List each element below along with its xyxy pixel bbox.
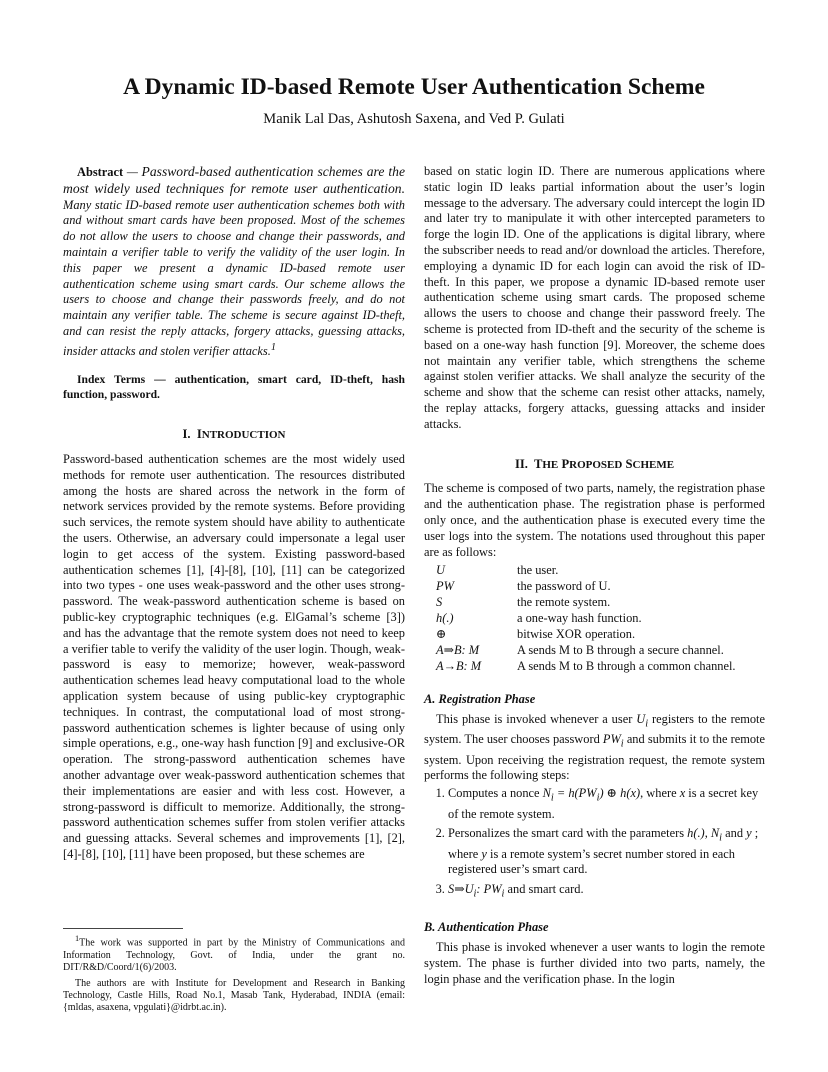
math-subscript: i [719,832,723,844]
notation-row [436,578,736,594]
text-span: and smart card. [507,882,584,897]
notation-description: A sends M to B through a common channel. [517,659,736,674]
text-span: , where [640,786,677,801]
subsection-heading-authentication: B. Authentication Phase [424,920,549,935]
paper-title: A Dynamic ID-based Remote User Authentication Scheme [123,74,705,100]
math-symbol: U [636,712,646,727]
math-subscript: i [645,718,649,730]
section-title-part: ROPOSED [569,458,623,471]
math-symbol: ) ⊕ h(x) [599,786,641,801]
math-subscript: i [501,888,505,900]
section-title-part: T [533,456,543,471]
abstract-dash: — [126,165,138,179]
abstract [63,164,405,360]
notation-description: the password of U. [517,579,611,594]
notation-symbol: A⇒B: M [436,643,480,658]
footnote-affiliation: The authors are with Institute for Development and Research in Banking Technology, Castle Hills, Road No.1, Masab Tank, Hyderabad, INDIA (email: {mldas, asaxena, vpgulati}@idrbt.ac.in). [63,977,405,1014]
text-span: , [704,826,708,841]
left-column [63,164,405,863]
math-subscript: i [473,888,477,900]
notation-symbol: PW [436,579,454,594]
text-span: Computes a nonce [448,786,540,801]
math-symbol: S⇒U [448,882,474,897]
abstract-lead: Password-based authentication schemes are the most widely used techniques for remote user authentication. [63,164,405,196]
math-symbol: x [679,786,686,801]
subsection-heading-registration: A. Registration Phase [424,692,536,707]
right-column [424,164,765,988]
section-heading-proposed-scheme [424,457,765,474]
section-title-part: HE [542,458,559,471]
notation-description: the remote system. [517,595,611,610]
math-symbol: y [481,846,487,861]
notation-row [436,610,736,626]
math-subscript: i [596,792,600,804]
notation-symbol: U [436,563,445,578]
registration-step-3 [448,882,765,902]
introduction-continued: based on static login ID. There are numerous applications where static login ID leaks partial information about the user’s login message to the adversary. The adversary could intercept the login ID and later try to manipulate it with other intercepted parameters to forge the login ID. One of the applications is digital library, where the subscriber needs to read and/or download the articles. Therefore, employing a dynamic ID for each login can avoid the risk of ID-theft. In this paper, we propose a dynamic ID-based remote user authentication scheme using smart cards. The proposed scheme allows the users to choose and change their password freely. The scheme is protected from ID-theft and the security of the scheme is based on a one-way hash function [9]. Moreover, the scheme does not maintain any verifier table, which strengthens the scheme against stolen verifier attacks. We shall analyze the security of the scheme and show that the scheme can resist other attacks, namely, the replay attacks, forgery attacks, guessing attacks and insider attacks. [424,164,765,431]
abstract-body: Many static ID-based remote user authentication schemes both with and without smart cards have been proposed. Most of the schemes do not allow the users to choose and change their passwords, and maintain a verifier table to verify the validity of the user login. In this paper we present a dynamic ID-based remote user authentication scheme using smart cards. Our scheme allows the users to choose and change their passwords freely, and do not maintain any verifier table. The scheme is secure against ID-theft, and can resist the reply attacks, forgery attacks, guessing attacks, insider attacks and stolen verifier attacks. [63,197,405,358]
registration-step-2 [448,826,765,878]
text-span: ; where [448,826,759,861]
proposed-scheme-text: The scheme is composed of two parts, namely, the registration phase and the authentication phase. The registration phase is performed only once, and the authentication phase is executed every time the user logs into the system. The notations used throughout this paper are as follows: [424,481,765,559]
abstract-label: Abstract [77,165,124,179]
text-span: registers to the remote system. The user chooses password [424,712,765,747]
footnote-mark: 1 [75,934,80,943]
footnote-funding-text: The work was supported in part by the Ministry of Communications and Information Technology, Govt. of India, under the grant no. DIT/R&D/Coord/1(6)/2003. [63,937,405,974]
registration-steps [424,786,765,902]
notation-description: a one-way hash function. [517,611,642,626]
registration-intro [424,712,765,784]
math-symbol: = h(PW [556,786,597,801]
text-span: This phase is invoked whenever a user [436,712,633,727]
abstract-footnote-mark: 1 [270,341,277,353]
index-terms: Index Terms — authentication, smart card, ID-theft, hash function, password. [63,372,405,402]
text-span: is a remote system’s secret number stored in each registered user’s smart card. [448,846,735,877]
notation-description: the user. [517,563,559,578]
section-title-initial: I [196,427,202,442]
notation-row [436,626,736,642]
paper-authors: Manik Lal Das, Ashutosh Saxena, and Ved P. Gulati [263,111,565,127]
footnotes [63,928,405,1015]
notation-table [436,562,736,674]
section-number: I. [182,427,191,442]
section-title-part: P [561,456,570,471]
math-symbol: h(.) [687,826,705,841]
section-number: II. [514,456,528,471]
authentication-text: This phase is invoked whenever a user wants to login the remote system. The phase is further divided into two parts, namely, the login phase and the verification phase. In the login [424,940,765,986]
math-subscript: i [620,738,624,750]
footnote-funding [63,933,405,975]
math-subscript: i [550,792,554,804]
notation-row [436,642,736,658]
text-span: is a secret key of the remote system. [448,786,759,821]
math-symbol: y [746,826,752,841]
text-span: and submits it to the remote system. Upon receiving the registration request, the remote system performs the following steps: [424,732,765,783]
text-span: Personalizes the smart card with the parameters [448,826,685,841]
math-symbol: N [542,786,551,801]
section-title-part: S [625,456,633,471]
section-title-part: CHEME [632,458,675,471]
notation-symbol: A→B: M [436,659,482,674]
notation-description: A sends M to B through a secure channel. [517,643,724,658]
notation-symbol: ⊕ [436,627,447,642]
notation-symbol: h(.) [436,611,454,626]
registration-step-1 [448,786,765,822]
section-title-rest: NTRODUCTION [201,429,286,442]
introduction-text: Password-based authentication schemes are the most widely used methods for remote user authentication. The resources distributed among the hosts are shared across the network in the form of network services provided by the remote systems. Before providing such services, the remote system should have ability to authenticate the users. Otherwise, an adversary could impersonate a legal user login to get access of the system. Existing password-based authentication schemes [1], [4]-[8], [10], [11] can be categorized into two types - one uses weak-password and the other uses strong-password. The weak-password authentication scheme is based on public-key cryptographic techniques (e.g. ElGamal’s scheme [3]) and has the advantage that the remote system does not need to keep a verifier table to verify the validity of the user login. Though, weak-password is easy to memorize; however, weak-password authentication schemes lead heavy computational load to the whole application system because of using public-key cryptographic techniques. In contrast, the computational load of most strong-password authentication schemes is lighter because of using only simple operations, e.g., one-way hash function [9] and exclusive-OR operation. The strong-password authentication schemes have another advantage over weak-password authentication schemes that their implementations are easier and with less cost. However, a strong-password is difficult to memorize. Additionally, the strong-password authentication schemes suffer from stolen verifier attacks and guessing attacks. Several schemes and improvements [1], [2], [4]-[8], [10], [11] have been proposed, but these schemes are [63,452,405,861]
math-symbol: PW [602,732,621,747]
notation-symbol: S [436,595,443,610]
footnote-rule [63,928,183,929]
notation-row [436,594,736,610]
notation-row [436,562,736,578]
math-symbol: N [710,826,720,841]
text-span: and [725,826,744,841]
section-heading-introduction [63,427,405,444]
math-symbol: : PW [476,882,502,897]
notation-row [436,658,736,674]
notation-description: bitwise XOR operation. [517,627,636,642]
